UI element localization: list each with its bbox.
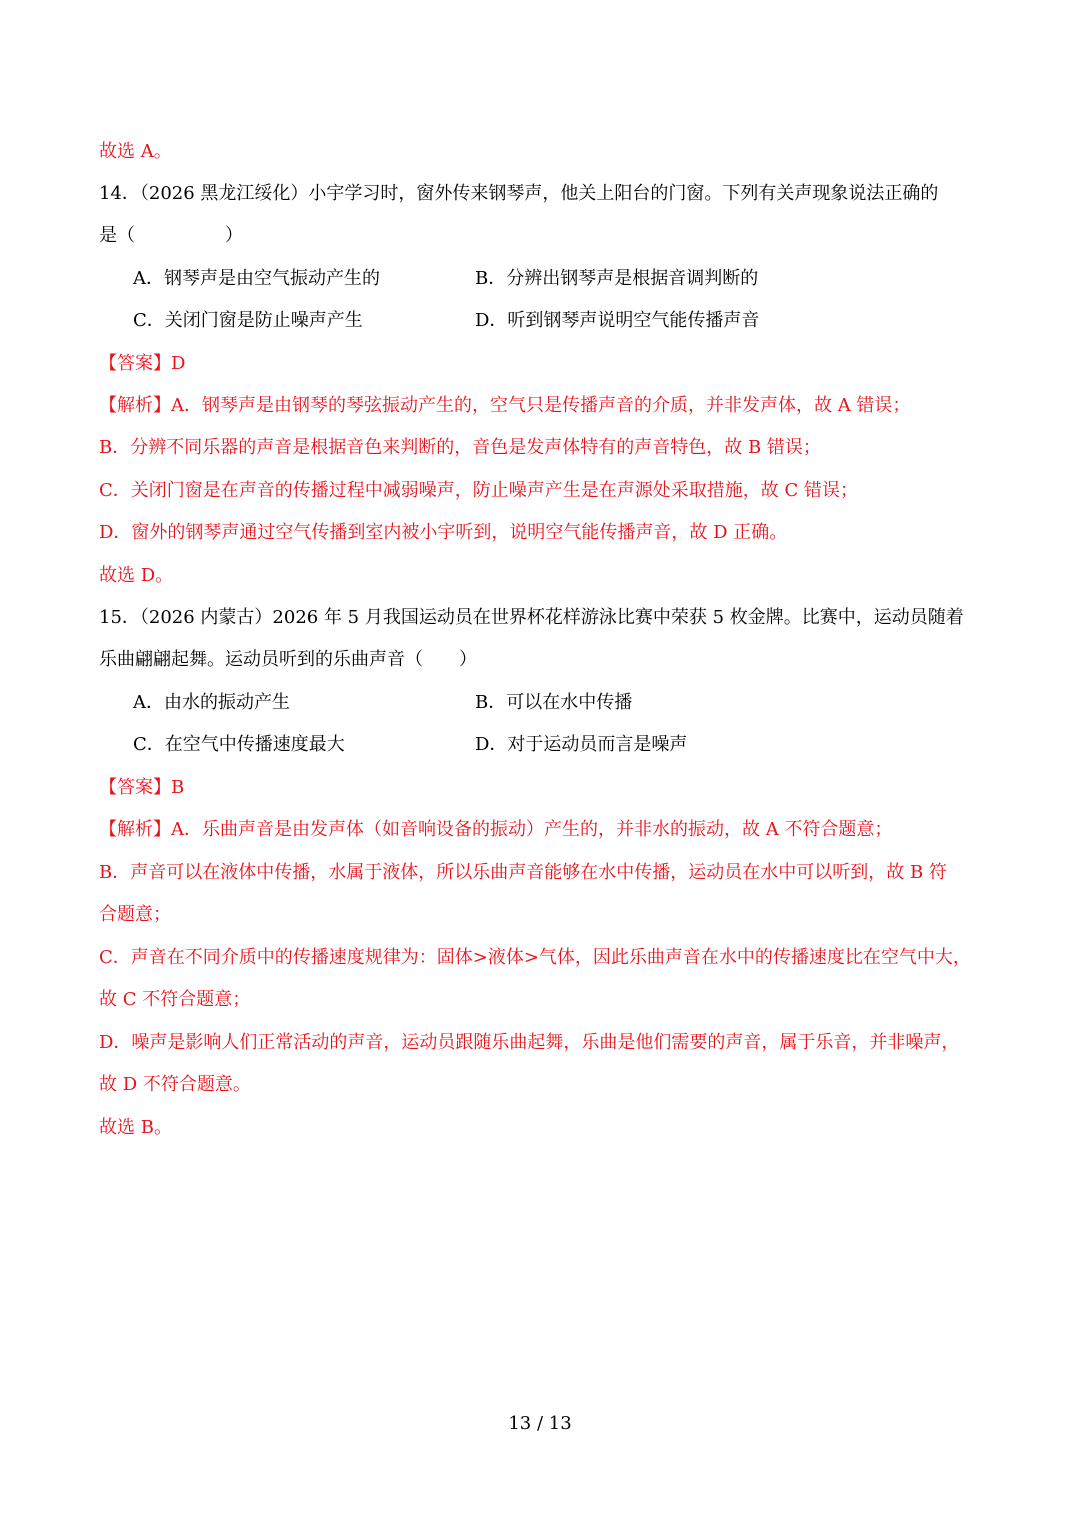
- q15-option-d: D．对于运动员而言是噪声: [475, 734, 688, 755]
- q14-option-c: C．关闭门窗是防止噪声产生: [133, 310, 363, 331]
- q14-option-a: A．钢琴声是由空气振动产生的: [133, 268, 380, 289]
- q15-conclusion: 故选 B。: [99, 1117, 172, 1138]
- q14-answer: 【答案】D: [99, 353, 186, 374]
- q15-stem-line2: 乐曲翩翩起舞。运动员听到的乐曲声音（ ）: [99, 649, 477, 670]
- q15-stem-line1: 15．（2026 内蒙古）2026 年 5 月我国运动员在世界杯花样游泳比赛中荣获 5 枚金牌。比赛中，运动员随着: [99, 607, 964, 628]
- q15-answer: 【答案】B: [99, 777, 185, 798]
- q15-analysis-4: C．声音在不同介质中的传播速度规律为：固体>液体>气体，因此乐曲声音在水中的传播速度比在空气中大，: [99, 947, 971, 968]
- q14-analysis-4: D．窗外的钢琴声通过空气传播到室内被小宇听到，说明空气能传播声音，故 D 正确。: [99, 522, 788, 543]
- q15-analysis-7: 故 D 不符合题意。: [99, 1074, 251, 1095]
- q14-stem-line2: 是（ ）: [99, 225, 243, 246]
- page-number: 13 / 13: [508, 1413, 572, 1434]
- q15-analysis-6: D．噪声是影响人们正常活动的声音，运动员跟随乐曲起舞，乐曲是他们需要的声音，属于乐音，并非噪声，: [99, 1032, 960, 1053]
- q15-analysis-1: 【解析】A．乐曲声音是由发声体（如音响设备的振动）产生的，并非水的振动，故 A 不符合题意；: [99, 819, 893, 840]
- q14-option-b: B．分辨出钢琴声是根据音调判断的: [475, 268, 759, 289]
- q15-option-a: A．由水的振动产生: [133, 692, 290, 713]
- q15-option-b: B．可以在水中传播: [475, 692, 633, 713]
- q15-option-c: C．在空气中传播速度最大: [133, 734, 345, 755]
- q14-conclusion: 故选 D。: [99, 565, 174, 586]
- q15-analysis-2: B．声音可以在液体中传播，水属于液体，所以乐曲声音能够在水中传播，运动员在水中可以听到，故 B 符: [99, 862, 947, 883]
- prev-conclusion: 故选 A。: [99, 141, 172, 162]
- q14-analysis-2: B．分辨不同乐器的声音是根据音色来判断的，音色是发声体特有的声音特色，故 B 错误；: [99, 437, 821, 458]
- q14-analysis-3: C．关闭门窗是在声音的传播过程中减弱噪声，防止噪声产生是在声源处采取措施，故 C 错误；: [99, 480, 858, 501]
- q15-analysis-3: 合题意；: [99, 904, 171, 925]
- q14-stem-line1: 14．（2026 黑龙江绥化）小宇学习时，窗外传来钢琴声，他关上阳台的门窗。下列有关声现象说法正确的: [99, 183, 939, 204]
- q14-analysis-1: 【解析】A．钢琴声是由钢琴的琴弦振动产生的，空气只是传播声音的介质，并非发声体，故 A 错误；: [99, 395, 911, 416]
- q14-option-d: D．听到钢琴声说明空气能传播声音: [475, 310, 760, 331]
- q15-analysis-5: 故 C 不符合题意；: [99, 989, 251, 1010]
